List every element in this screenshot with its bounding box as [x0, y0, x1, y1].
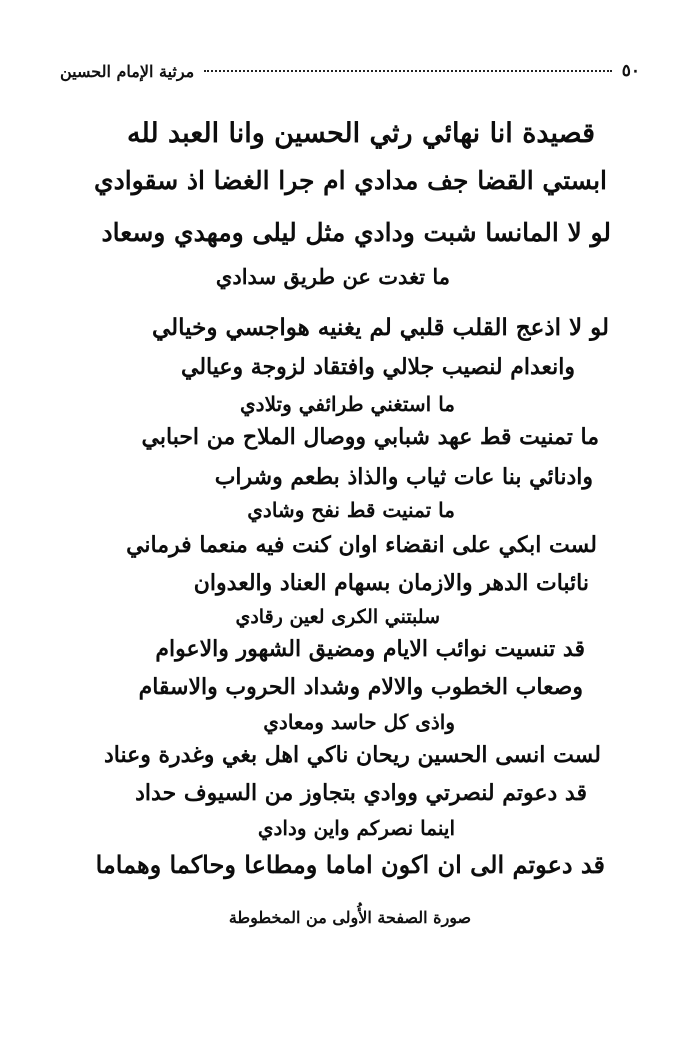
manuscript-line: لست ابكي على انقضاء اوان كنت فيه منعما فرماني	[126, 532, 597, 558]
manuscript-line: ابستي القضا جف مدادي ام جرا الغضا اذ سقوادي	[94, 166, 607, 195]
manuscript-line: واذى كل حاسد ومعادي	[263, 710, 455, 734]
manuscript-line: لو لا اذعج القلب قلبي لم يغنيه هواجسي وخيالي	[151, 314, 609, 341]
manuscript-line: لست انسى الحسين ريحان ناكي اهل بغي وغدرة وعناد	[103, 742, 601, 768]
manuscript-line: سلبتني الكرى لعين رقادي	[235, 606, 440, 628]
page-header	[60, 58, 640, 84]
manuscript-line: وانعدام لنصيب جلالي وافتقاد لزوجة وعيالي	[181, 354, 575, 380]
manuscript-line: ما تغدت عن طريق سدادي	[215, 264, 450, 289]
running-title: مرثية الإمام الحسين	[60, 61, 195, 81]
manuscript-line: لو لا المانسا شبت ودادي مثل ليلى ومهدي وسعاد	[101, 218, 611, 247]
manuscript-line: ما استغني طرائفي وتلادي	[240, 392, 455, 416]
manuscript-line: قصيدة انا نهائي رثي الحسين وانا العبد لله	[126, 118, 595, 149]
manuscript-line: نائبات الدهر والازمان بسهام العناد والعدوان	[193, 570, 589, 596]
manuscript-line: وادنائي بنا عات ثياب والذاذ بطعم وشراب	[214, 464, 593, 490]
manuscript-line: قد دعوتم لنصرتي ووادي بتجاوز من السيوف حداد	[135, 780, 587, 806]
manuscript-line: قد دعوتم الى ان اكون اماما ومطاعا وحاكما وهماما	[95, 850, 605, 879]
manuscript-line: اينما نصركم واين ودادي	[257, 816, 455, 840]
manuscript-line: ما تمنيت قط نفح وشادي	[247, 498, 455, 522]
manuscript-line: وصعاب الخطوب والالام وشداد الحروب والاسقام	[138, 674, 583, 700]
manuscript-line: قد تنسيت نوائب الايام ومضيق الشهور والاعوام	[155, 636, 585, 662]
page-number: ٥٠	[621, 61, 640, 81]
dotted-leader	[204, 70, 611, 72]
manuscript-image	[94, 118, 611, 888]
manuscript-line: ما تمنيت قط عهد شبابي ووصال الملاح من احبابي	[141, 424, 599, 450]
figure-caption: صورة الصفحة الأُولى من المخطوطة	[228, 908, 472, 927]
